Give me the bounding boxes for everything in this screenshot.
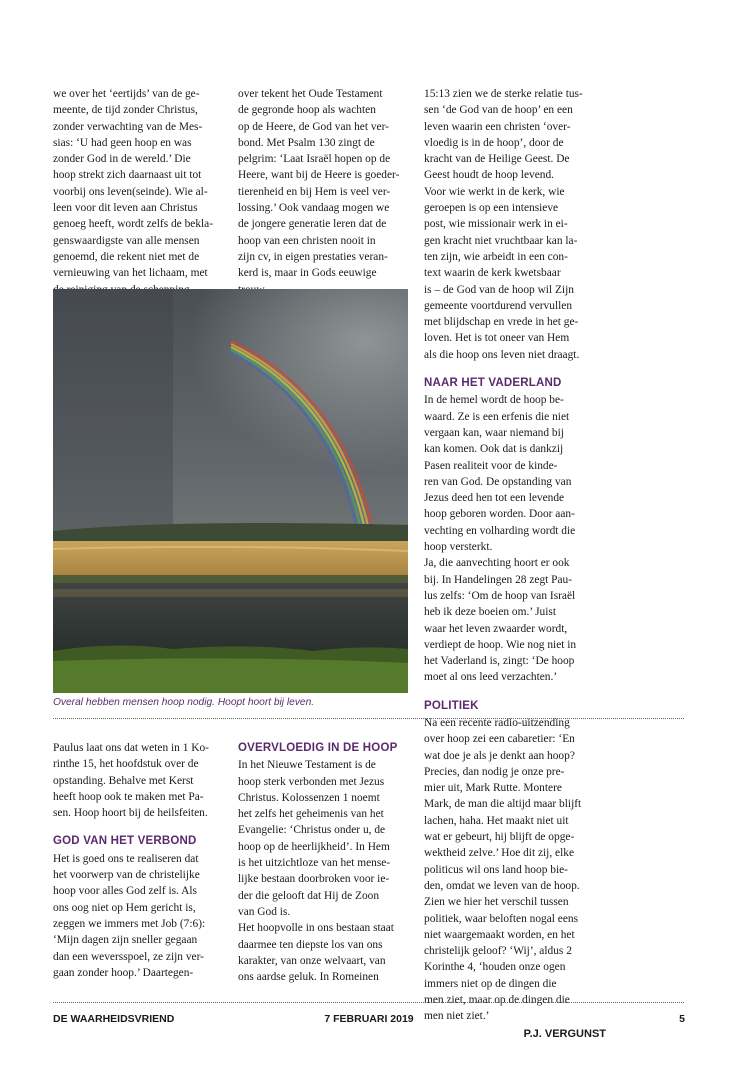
section-heading: NAAR HET VADERLAND bbox=[424, 377, 562, 390]
column-1-top bbox=[53, 86, 231, 298]
column-2-top bbox=[238, 86, 418, 298]
author-signature: P.J. VERGUNST bbox=[523, 1027, 606, 1040]
column-1-bottom bbox=[53, 740, 231, 981]
section-heading: GOD VAN HET VERBOND bbox=[53, 835, 197, 848]
body-text: we over het ‘eertijds’ van de ge- meente, de tijd zonder Christus, zonder verwachting van de Mes- sias: ‘U had geen hoop en was zonder God in de wereld.’ Die hoop strekt zich daarnaast uit tot voorbij ons leven(seinde). Wie al- leen voor dit leven aan Christus genoeg heeft, wordt zelfs de bekla- genswaardigste van alle mensen genoemd, die rekent niet met de vernieuwing van het lichaam, met bbox=[53, 88, 214, 280]
body-text: over tekent het Oude Testament de gegronde hoop als wachten op de Heere, de God van het ver- bond. Met Psalm 130 zingt de pelgrim: ‘Laat Israël hopen op de Heere, want bij de Heere is goeder- tierenheid en bij Hem is veel ver- lossing.’ Ook vandaag mogen we de jongere generatie leren dat de hoop van een christen nooit in zijn cv, in eigen prestaties veran- kerd is, maar in Gods eeuwige bbox=[238, 88, 400, 280]
section-heading: OVERVLOEDIG IN DE HOOP bbox=[238, 742, 398, 754]
body-text: Na een recente radio-uitzending over hoop zei een cabaretier: ‘En wat doe je als je denkt aan hoop? Precies, dan nodig je onze pre- mier uit, Mark Rutte. Montere Mark, de man die altijd maar blijft lachen, haha. Het maakt niet uit wat er gebeurt, hij blijft de opge- wektheid zelve.’ Hoe dit zij, elke politicus wil ons land hoop bie- den, omdat we leven van de hoop. Zien we hier het verschil tussen politiek, waar beloften nogal eens niet waargemaakt worden, en het christelijk geloof? ‘Wij’, aldus 2 Korinthe 4, ‘houden onze ogen immers niet op de dingen die men ziet, maar op de dingen die men niet ziet.’ bbox=[424, 716, 582, 1023]
body-text: In het Nieuwe Testament is de hoop sterk verbonden met Jezus Christus. Kolossenzen 1 noemt het zelfs het geheimenis van het Evangelie: ‘Christus onder u, de hoop op de heerlijkheid’. In Hem is het uitzichtloze van het mense- lijke bestaan doorbroken voor ie- der die gelooft dat Hij de Zoon van God is. Het hoopvolle in ons bestaan staat daarmee ten diepste los van ons karakter, van onze welvaart, van ons aardse geluk. In Romeinen bbox=[238, 759, 394, 984]
body-text: In de hemel wordt de hoop be- waard. Ze is een erfenis die niet vergaan kan, waar niemand bij kan komen. Ook dat is dankzij Pasen realiteit voor de kinde- ren van God. De opstanding van Jezus deed hen tot een levende hoop geboren worden. Door aan- vechting en volharding wordt die hoop versterkt. Ja, die aanvechting hoort er ook bij. In Handelingen 28 zegt Pau- lus zelfs: ‘Om de hoop van Israël heb ik deze boeien om.’ Juist waar het leven zwaarder wordt, verdiept de hoop. Wie nog niet in het Vaderland is, zingt: ‘De hoop moet al ons leed verzachten.’ bbox=[424, 394, 577, 684]
body-text: Paulus laat ons dat weten in 1 Ko- rinthe 15, het hoofdstuk over de opstanding. Behalve met Kerst heeft hoop ook te maken met Pa- sen. Hoop hoort bij de heilsfeiten. bbox=[53, 742, 209, 820]
rainbow-photo bbox=[53, 289, 408, 693]
column-3 bbox=[424, 86, 606, 1042]
column-2-bottom bbox=[238, 740, 418, 985]
caption-divider bbox=[53, 718, 684, 719]
photo-caption: Overal hebben mensen hoop nodig. Hoopt hoort bij leven. bbox=[53, 697, 315, 708]
body-text: 15:13 zien we de sterke relatie tus- sen ‘de God van de hoop’ en een leven waarin een christen ‘over- vloedig is in de hoop’, door de kracht van de Heilige Geest. De Geest houdt de hoop levend. Voor wie werkt in de kerk, wie geroepen is op een intensieve post, wie missionair werk in ei- gen kracht niet vruchtbaar kan la- ten zijn, wie arbeidt in een con- text waarin de kerk kwetsbaar is – de God van de hoop wil Zijn gemeente voortdurend vervullen met blijdschap en vrede in het ge- loven. Het is tot oneer van Hem als die hoop ons leven niet draagt. bbox=[424, 88, 583, 361]
footer-divider bbox=[53, 1002, 684, 1003]
page-number: 5 bbox=[679, 1013, 685, 1025]
body-text: Het is goed ons te realiseren dat het voorwerp van de christelijke hoop voor alles God zelf is. Als ons oog niet op Hem gericht is, zeggen we immers met Job (7:6): ‘Mijn dagen zijn sneller gegaan dan een weversspoel, ze zijn ver- gaan zonder hoop.’ Daartegen- bbox=[53, 852, 206, 979]
section-heading: POLITIEK bbox=[424, 699, 479, 712]
issue-date: 7 FEBRUARI 2019 bbox=[324, 1013, 414, 1025]
publication-name: DE WAARHEIDSVRIEND bbox=[53, 1013, 175, 1025]
